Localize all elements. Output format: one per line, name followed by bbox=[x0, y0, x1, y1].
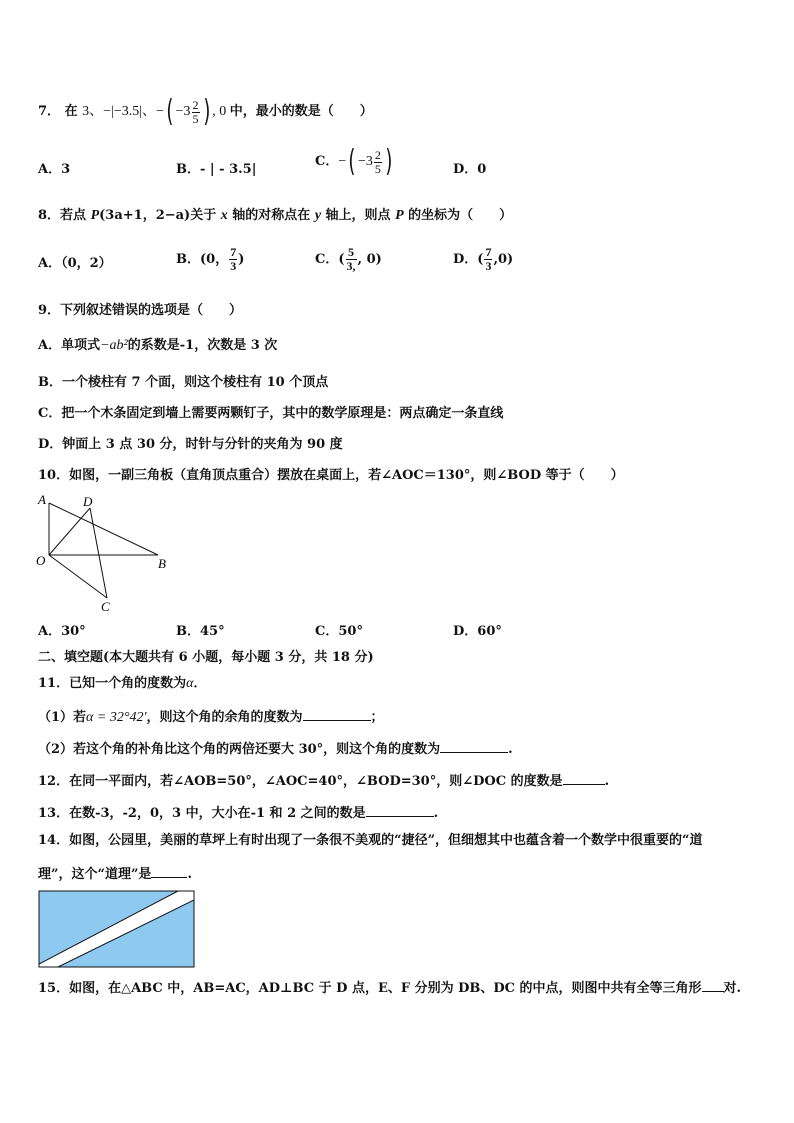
q8-option-c[interactable]: C．( $\frac{5}{3,}$ , 0) bbox=[315, 245, 382, 273]
q11-answer-blank-1[interactable] bbox=[303, 706, 371, 721]
q11-stem: 11．已知一个角的度数为α． bbox=[38, 676, 207, 691]
q12-answer-blank[interactable] bbox=[563, 770, 605, 785]
q10-triangle-figure bbox=[30, 488, 180, 618]
q12-stem: 12．在同一平面内，若∠AOB=50°，∠AOC=40°，∠BOD=30°，则∠DOC 的度数是 . bbox=[38, 770, 609, 791]
q13-answer-blank[interactable] bbox=[366, 802, 434, 817]
q11-part-1: （1）若α = 32°42′，则这个角的余角的度数为 ； bbox=[38, 706, 384, 727]
q14-lawn-figure bbox=[38, 890, 195, 968]
q14-answer-blank[interactable] bbox=[151, 863, 187, 878]
q10-option-a[interactable]: A．30° bbox=[38, 624, 86, 639]
q8-option-b[interactable]: B．(0， $\frac{7}{3}$ ) bbox=[176, 245, 245, 273]
q7-prefix: 在 bbox=[64, 104, 78, 120]
q9-option-b[interactable]: B．一个棱柱有 7 个面，则这个棱柱有 10 个顶点 bbox=[38, 375, 329, 390]
q10-option-d[interactable]: D．60° bbox=[453, 624, 502, 639]
q7-fraction: $\frac{2}{5}$ bbox=[192, 97, 199, 126]
q7-option-d[interactable]: D．0 bbox=[453, 162, 487, 177]
q7-stem bbox=[38, 94, 373, 129]
label-o: O bbox=[36, 553, 46, 568]
label-a: A bbox=[38, 492, 46, 507]
q15-answer-blank[interactable] bbox=[702, 977, 724, 992]
q9-option-a[interactable]: A．单项式−ab²的系数是-1，次数是 3 次 bbox=[38, 338, 278, 353]
label-c: C bbox=[101, 599, 110, 614]
q10-option-b[interactable]: B．45° bbox=[176, 624, 225, 639]
q14-line-1: 14．如图，公园里，美丽的草坪上有时出现了一条很不美观的“捷径”，但细想其中也蕴含着一个数学中很重要的“道 bbox=[38, 833, 703, 848]
q9-stem: 9．下列叙述错误的选项是（ ） bbox=[38, 303, 243, 318]
q11-part-2: （2）若这个角的补角比这个角的两倍还要大 30°，则这个角的度数为 . bbox=[38, 738, 513, 759]
section-heading: 二、填空题(本大题共有 6 小题，每小题 3 分，共 18 分) bbox=[38, 650, 374, 665]
q9-option-d[interactable]: D．钟面上 3 点 30 分，时针与分针的夹角为 90 度 bbox=[38, 437, 343, 452]
q10-stem: 10．如图，一副三角板（直角顶点重合）摆放在桌面上，若∠AOC＝130°，则∠BOD 等于（ ） bbox=[38, 468, 624, 483]
q14-line-2: 理”，这个“道理”是 . bbox=[38, 863, 192, 884]
q9-option-c[interactable]: C．把一个木条固定到墙上需要两颗钉子，其中的数学原理是：两点确定一条直线 bbox=[38, 406, 504, 421]
q7-option-b[interactable]: B．- | - 3.5| bbox=[176, 162, 257, 177]
q11-answer-blank-2[interactable] bbox=[440, 738, 508, 753]
q10-option-c[interactable]: C．50° bbox=[315, 624, 363, 639]
q8-option-a[interactable]: A．（0，2） bbox=[38, 256, 112, 271]
q7-number: 7． bbox=[38, 104, 61, 120]
label-b: B bbox=[158, 556, 166, 571]
label-d: D bbox=[83, 494, 93, 509]
q13-stem: 13．在数-3，-2，0，3 中，大小在-1 和 2 之间的数是 . bbox=[38, 802, 438, 823]
q8-option-d[interactable]: D．( $\frac{7}{3}$ ,0) bbox=[453, 245, 514, 273]
q7-expression: 3、−|−3.5|、−( −3 $\frac{2}{5}$ ) , 0 bbox=[82, 94, 227, 129]
q7-option-a[interactable]: A．3 bbox=[38, 162, 71, 177]
q8-stem: 8．若点 P(3a+1，2−a)关于 x 轴的对称点在 y 轴上，则点 P 的坐标为（ ） bbox=[38, 208, 513, 223]
q15-stem: 15．如图，在△ABC 中，AB=AC，AD⊥BC 于 D 点，E、F 分别为 DB、DC 的中点，则图中共有全等三角形 对. bbox=[38, 977, 741, 998]
q7-suffix: 中，最小的数是（ ） bbox=[229, 104, 373, 120]
q7-option-c[interactable]: C．−( −3 $\frac{2}{5}$ ) bbox=[315, 144, 393, 179]
